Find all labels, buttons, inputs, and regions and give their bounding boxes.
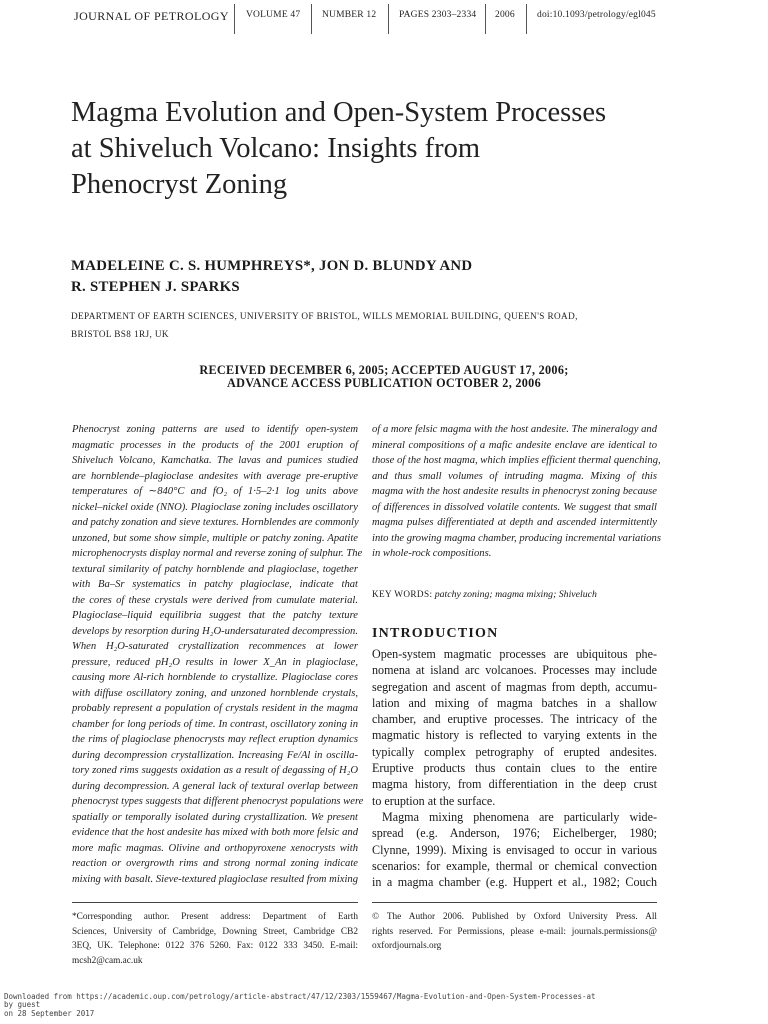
abstract-line: and patchy zonation and sieve textures. Hornblendes are commonly [72,517,359,528]
dates-line: RECEIVED DECEMBER 6, 2005; ACCEPTED AUGUST 17, 2006; [199,363,569,377]
body-line: lation and mixing of magma batches in a shallow [372,695,657,710]
abstract-line: mineral compositions of a mafic andesite enclave are identical to [372,439,657,451]
affiliation-line: DEPARTMENT OF EARTH SCIENCES, UNIVERSITY OF BRISTOL, WILLS MEMORIAL BUILDING, QUEEN'S ROAD, [71,311,578,321]
body-line: Open-system magmatic processes are ubiquitous phe- [372,647,657,661]
body-line: magmatic history is reflected to varying extents in the [372,728,657,743]
body-line: magma history, from differentiation in the deep crust [372,777,657,792]
abstract-line: tory zoned rims suggests oxidation as a result of degassing of H₂O [72,765,358,776]
body-line: chamber, and eruptive processes. The intricacy of the [372,712,657,727]
footnote-line: 3EQ, UK. Telephone: 0122 376 5260. Fax: 0122 333 3450. E-mail: [72,941,358,952]
abstract-line: pressure, reduced pH₂O results in lower X_An in plagioclase, [72,656,358,668]
download-line: by guest [4,1000,41,1010]
abstract-line: Shiveluch Volcano, Kamchatka. The lavas and pumices studied [72,455,358,466]
abstract-line: temperatures of ∼840°C and fO₂ of 1·5–2·1 log units above [72,486,358,497]
abstract-line: textural similarity of patchy hornblende and plagioclase, together [72,563,358,575]
download-watermark [4,993,596,1018]
keywords-label: KEY WORDS: [372,589,433,599]
footnote-line: *Corresponding author. Present address: Department of Earth [72,912,358,922]
abstract-line: develops by resorption during H₂O-undersaturated decompression. [72,625,358,637]
header-divider [311,4,312,34]
dates-line: ADVANCE ACCESS PUBLICATION OCTOBER 2, 2006 [227,376,541,390]
publication-year: 2006 [495,10,515,20]
footnote-line: Sciences, University of Cambridge, Downing Street, Cambridge CB2 [72,926,358,937]
abstract-line: When H₂O-saturated crystallization recommences at lower [72,641,358,652]
download-date: on 28 September 2017 [4,1008,95,1018]
abstract-line: the cores of these crystals were derived from cumulate material. [72,594,358,606]
abstract-line: unzoned, but some show simple, multiple or patchy zoning. Apatite [72,532,358,544]
body-line: Clynne, 1999). Mixing is envisaged to occur in various [372,842,657,857]
body-line: typically complex petrography of erupted andesites. [372,744,657,759]
abstract-line: magmatic processes in the products of the 2001 eruption of [72,439,358,451]
title-line: Phenocryst Zoning [71,169,288,200]
affiliation-line: BRISTOL BS8 1RJ, UK [71,329,169,339]
footnote-rule [372,902,657,903]
header-divider [234,4,235,34]
abstract-line: Phenocryst zoning patterns are used to identify open-system [72,424,358,435]
copyright-note [372,910,657,954]
body-line: to eruption at the surface. [372,793,496,808]
title-line: Magma Evolution and Open-System Processes [71,97,607,128]
author-line: MADELEINE C. S. HUMPHREYS*, JON D. BLUNDY AND [71,258,473,274]
abstract-line: evidence that the host andesite has mixed with both more felsic and [72,827,358,838]
doi-link[interactable]: doi:10.1093/petrology/egl045 [537,10,656,20]
abstract-line: in whole-rock compositions. [372,548,492,559]
abstract-line: spatially or temporally isolated during crystallization. We present [72,811,358,823]
abstract-line: probably represent a population of crystals resident in the magma [72,703,358,714]
abstract-left-column [72,422,364,887]
abstract-line: and thus small volumes of intruding magma. Mixing of this [372,470,657,482]
volume-label: VOLUME 47 [246,10,301,20]
body-line: in a magma chamber (e.g. Huppert et al., 1982; Couch [372,875,657,890]
abstract-line: chamber for long periods of time. In contrast, oscillatory zoning in [72,718,358,730]
body-line: Eruptive products thus contain clues to the entire [372,761,657,776]
footnote-line: © The Author 2006. Published by Oxford University Press. All [372,912,657,922]
journal-name: JOURNAL OF PETROLOGY [74,9,229,23]
keywords-value: patchy zoning; magma mixing; Shiveluch [434,589,597,600]
abstract-line: nickel–nickel oxide (NNO). Plagioclase zoning includes oscillatory [72,501,358,513]
body-line: Magma mixing phenomena are particularly wide- [382,809,657,824]
abstract-line: reaction or overgrowth rims and strong normal zoning indicate [72,858,358,869]
abstract-line: with Ba–Sr systematics in patchy plagioclase, indicate that [72,579,358,590]
author-line: R. STEPHEN J. SPARKS [71,279,240,295]
abstract-line: during decompression crystallization. Increasing Fe/Al in oscilla- [72,749,358,761]
abstract-line: into the growing magma chamber, producing incremental variations [372,532,661,544]
body-line: nomena at island arc volcanoes. Processes may include [372,663,657,678]
abstract-line: of a more felsic magma with the host andesite. The mineralogy and [372,424,657,435]
header-divider [485,4,486,34]
body-line: segregation and ascent of magmas from depth, accumu- [372,679,657,694]
abstract-line: those of the host magma, which implies efficient thermal quenching, [372,455,661,466]
article-title [71,95,711,203]
download-url[interactable]: Downloaded from https://academic.oup.com/petrology/article-abstract/47/12/2303/1559467/Magma-Evolution-and-Open-System-Processes-at [4,992,596,1001]
abstract-line: during decompression. A general lack of textural overlap between [72,780,358,792]
introduction-body [372,646,657,890]
title-line: at Shiveluch Volcano: Insights from [71,133,480,164]
header-divider [388,4,389,34]
issue-number: NUMBER 12 [322,10,377,20]
keywords [372,589,597,600]
footnote-email[interactable]: mcsh2@cam.ac.uk [72,955,143,966]
corresponding-author-note [72,910,358,968]
abstract-line: Plagioclase–liquid equilibria suggest that the patchy texture [72,610,358,621]
publication-dates [0,364,768,390]
abstract-line: phenocryst types suggests that different phenocryst populations were [72,796,364,807]
abstract-line: causing more Al-rich hornblende to crystallize. Plagioclase cores [72,672,358,683]
body-line: scenarios: for example, thermal or chemical convection [372,858,657,873]
body-line: spread (e.g. Anderson, 1976; Eichelberger, 1980; [372,826,657,841]
abstract-right-column [372,422,661,562]
abstract-line: with diffuse oscillatory zoning, and unzoned hornblende crystals, [72,687,358,699]
footnote-line: oxfordjournals.org [372,941,442,952]
footnote-rule [72,902,358,903]
author-list [71,256,472,298]
abstract-line: mixing with basalt. Sieve-textured plagioclase resulted from mixing [72,873,358,885]
abstract-line: microphenocrysts display normal and reverse zoning of sulphur. The [72,548,363,559]
abstract-line: are hornblende–plagioclase andesites with average pre-eruptive [72,470,358,482]
abstract-line: more mafic magmas. Olivine and orthopyroxene xenocrysts with [72,842,358,854]
header-divider [526,4,527,34]
abstract-line: magma pulses differentiated at depth and ascended intermittently [372,517,657,528]
abstract-line: of differences in dissolved volatile contents. We suggest that small [372,501,657,513]
affiliation [71,307,578,343]
section-heading: INTRODUCTION [372,626,499,641]
abstract-line: magma with the host andesite results in phenocryst zoning because [372,486,657,497]
footnote-line: rights reserved. For Permissions, please e-mail: journals.permissions@ [372,926,657,937]
page-range: PAGES 2303–2334 [399,10,477,20]
abstract-line: the rims of plagioclase phenocrysts may reflect eruption dynamics [72,734,358,745]
